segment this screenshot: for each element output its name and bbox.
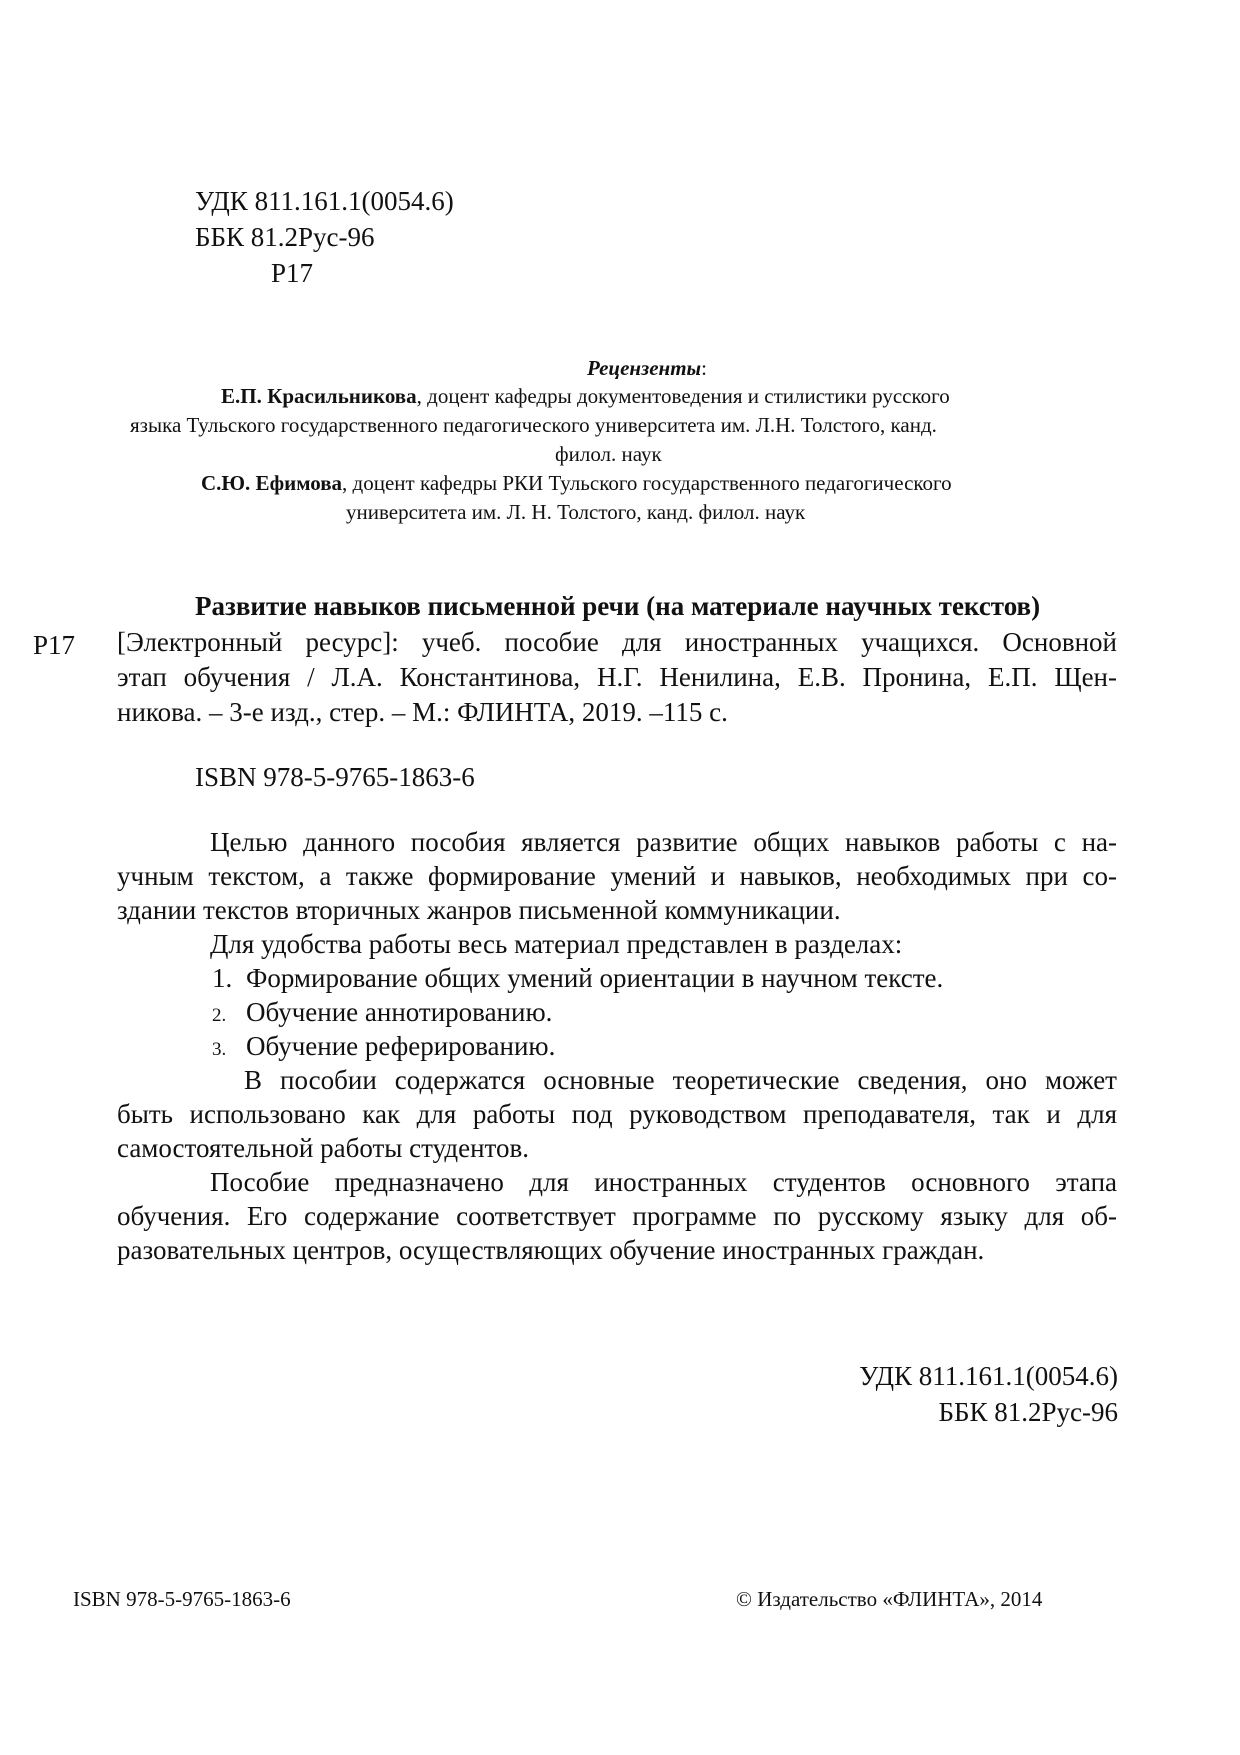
book-title: Развитие навыков письменной речи (на материале научных текстов) [195, 591, 1041, 621]
list-item [212, 1031, 555, 1062]
list-item-text: Обучение реферированию. [246, 1031, 556, 1061]
abstract-p1-line-3: здании текстов вторичных жанров письменной коммуникации. [117, 895, 841, 925]
list-item-number: 3. [212, 1039, 227, 1060]
abstract-p4-line-3: разовательных центров, осуществляющих обучение иностранных граждан. [117, 1235, 985, 1265]
reviewers-title: Рецензенты [587, 356, 702, 380]
abstract-p1-line-2: учным текстом, а также формирование умений и навыков, необходимых при со- [117, 861, 1117, 891]
reviewer-2-line-2: университета им. Л. Н. Толстого, канд. филол. наук [346, 500, 806, 524]
reviewer-2-position: , доцент кафедры РКИ Тульского государственного педагогического [342, 471, 952, 495]
abstract-p4-line-2: обучения. Его содержание соответствует программе по русскому языку для об- [117, 1201, 1117, 1231]
abstract-p4-line-1: Пособие предназначено для иностранных студентов основного этапа [210, 1167, 1117, 1197]
bbk-code-bottom: ББК 81.2Рус-96 [938, 1397, 1118, 1427]
reviewer-2-name: С.Ю. Ефимова [201, 471, 343, 495]
bbk-code: ББК 81.2Рус-96 [195, 222, 375, 252]
reviewer-1-line-3: филол. наук [555, 442, 662, 466]
reviewer-1-line-1 [221, 384, 950, 409]
biblio-line-4: никова. – 3-е изд., стер. – М.: ФЛИНТА, 2019. –115 с. [117, 697, 728, 727]
biblio-line-2: [Электронный ресурс]: учеб. пособие для иностранных учащихся. Основной [117, 627, 1117, 657]
abstract-p3-line-3: самостоятельной работы студентов. [117, 1133, 530, 1163]
list-item [212, 997, 552, 1028]
list-item-number: 2. [212, 1005, 227, 1026]
isbn-main: ISBN 978-5-9765-1863-6 [195, 762, 475, 792]
reviewers-heading [587, 356, 707, 381]
isbn-footer: ISBN 978-5-9765-1863-6 [73, 1587, 291, 1611]
reviewer-1-line-2: языка Тульского государственного педагогического университета им. Л.Н. Толстого, канд. [130, 413, 937, 437]
udk-code-bottom: УДК 811.161.1(0054.6) [859, 1361, 1118, 1391]
biblio-author-mark: Р17 [33, 630, 76, 660]
reviewer-1-position: , доцент кафедры документоведения и стилистики русского [416, 384, 950, 408]
abstract-p3-line-1: В пособии содержатся основные теоретические сведения, оно может [244, 1065, 1117, 1095]
biblio-line-3: этап обучения / Л.А. Константинова, Н.Г. Ненилина, Е.В. Пронина, Е.П. Щен- [117, 662, 1117, 692]
reviewer-2-line-1 [201, 471, 952, 496]
list-item [212, 963, 943, 994]
list-item-number: 1. [212, 963, 233, 993]
list-item-text: Формирование общих умений ориентации в научном тексте. [246, 963, 944, 993]
reviewer-1-name: Е.П. Красильникова [221, 384, 417, 408]
reviewers-title-colon: : [701, 356, 707, 380]
udk-code: УДК 811.161.1(0054.6) [195, 186, 454, 216]
author-mark: Р17 [271, 258, 314, 288]
abstract-p1-line-1: Целью данного пособия является развитие общих навыков работы с на- [210, 827, 1117, 857]
list-item-text: Обучение аннотированию. [246, 997, 553, 1027]
abstract-p3-line-2: быть использовано как для работы под руководством преподавателя, так и для [117, 1099, 1117, 1129]
abstract-p2: Для удобства работы весь материал представлен в разделах: [210, 929, 903, 959]
copyright: © Издательство «ФЛИНТА», 2014 [736, 1587, 1043, 1611]
